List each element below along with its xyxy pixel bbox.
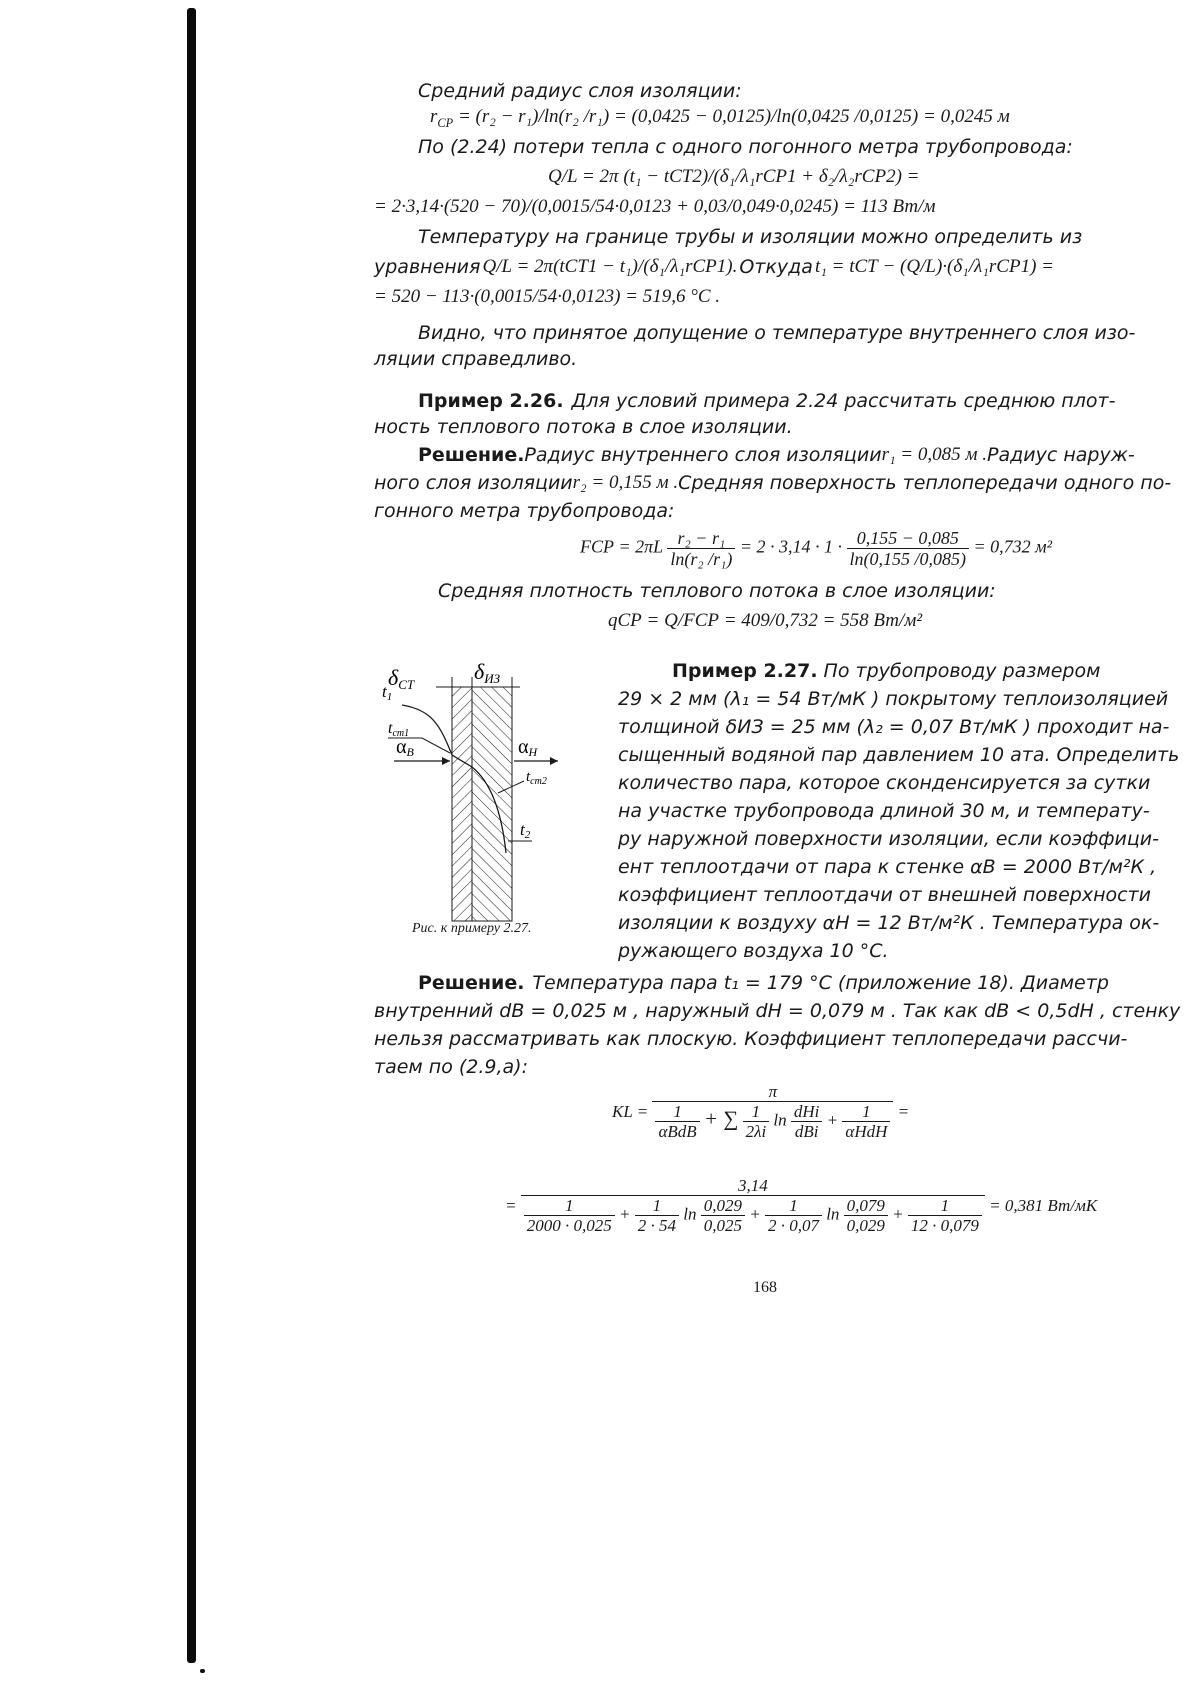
sub-fraction (743, 1102, 770, 1141)
sub-fraction (765, 1196, 822, 1235)
label-alpha-outer: αН (518, 736, 538, 759)
formula-kl-numeric (505, 1176, 1097, 1235)
text-line: ляции справедливо. (374, 348, 578, 370)
fraction-numerator: 1 (765, 1196, 822, 1216)
text-fragment: Средняя поверхность теплопередачи одного по- (678, 472, 1172, 494)
fraction-denominator: αВdВ (658, 1122, 697, 1141)
text-line: коэффициент теплоотдачи от внешней поверхности (618, 884, 1151, 906)
text-line-mixed (374, 472, 1172, 494)
formula-fraction (667, 528, 735, 569)
fraction-denominator: αНdН (845, 1122, 888, 1141)
fraction-denominator: 2 · 0,07 (767, 1216, 819, 1235)
formula-heat-loss: Q/L = 2π (t₁ − tСТ2)/(δ₁/λ₁rСР1 + δ₂/λ₂rСР2) = (548, 166, 920, 187)
sub-fraction (908, 1196, 982, 1235)
log-operator: ln (683, 1204, 697, 1224)
equation-line (374, 256, 1054, 278)
text-line: сыщенный водяной пар давлением 10 ата. Определить (618, 744, 1180, 766)
fraction-numerator: 1 (655, 1102, 699, 1122)
text-line: ность теплового потока в слое изоляции. (374, 416, 793, 438)
binding-edge (187, 8, 196, 1663)
formula-lhs: FСР = 2πL (580, 536, 663, 557)
sum-operator: + ∑ (703, 1106, 739, 1131)
fraction-numerator: 1 (635, 1196, 679, 1216)
formula-middle: = 2 · 3,14 · 1 · (739, 536, 843, 557)
arrow-head (442, 757, 450, 765)
text-line: внутренний dВ = 0,025 м , наружный dН = 0,079 м . Так как dВ < 0,5dН , стенку (374, 1000, 1181, 1022)
formula-fragment: Q/L = 2π(tСТ1 − t₁)/(δ₁/λ₁rСР1). (482, 256, 738, 277)
formula-fraction (847, 528, 970, 569)
text-fragment: Откуда (739, 256, 813, 278)
fraction-numerator: 1 (842, 1102, 890, 1122)
formula-fragment: r₁ = 0,085 м . (881, 444, 988, 465)
text-line: на участке трубопровода длиной 30 м, и температу- (618, 800, 1150, 822)
page-number: 168 (753, 1279, 777, 1296)
label-delta-insulation: δИЗ (474, 659, 501, 686)
text-line: Средний радиус слоя изоляции: (418, 80, 742, 102)
sub-fraction (524, 1196, 615, 1235)
label-tcm1: tcm1 (388, 720, 410, 739)
fraction-denominator: 2λi (745, 1122, 767, 1141)
text-line: ру наружной поверхности изоляции, если коэффици- (618, 828, 1159, 850)
plus-operator: + (826, 1110, 839, 1130)
fraction-numerator: 1 (743, 1102, 770, 1122)
fraction-numerator: 3,14 (521, 1176, 985, 1196)
binding-mark (200, 1669, 205, 1673)
formula-heat-loss-value: = 2·3,14·(520 − 70)/(0,0015/54·0,0123 + 0,03/0,049·0,0245) = 113 Вт/м (374, 196, 936, 217)
solution-line (418, 444, 1135, 466)
fraction-denominator: 2 · 54 (637, 1216, 676, 1235)
text-line: ружающего воздуха 10 °C. (618, 940, 889, 962)
sub-fraction (701, 1196, 745, 1235)
text-fragment: Радиус наруж- (987, 444, 1135, 466)
text-line: ент теплоотдачи от пара к стенке αВ = 2000 Вт/м²К , (618, 856, 1157, 878)
fraction-denominator: 0,025 (703, 1216, 742, 1235)
text-fragment: ного слоя изоляции (374, 472, 573, 494)
label-tcm2: $t_{cm2}$ (526, 769, 547, 787)
fraction-denominator: 2000 · 0,025 (526, 1216, 612, 1235)
formula-symbol: r (430, 106, 438, 127)
fraction-denominator: ln(0,155 /0,085) (849, 549, 967, 569)
solution-label: Решение. (418, 972, 525, 994)
arrow-head (550, 757, 558, 765)
fraction-denominator: dBi (794, 1122, 819, 1141)
pipe-wall-layer (452, 687, 472, 921)
formula-result: = 0,381 Вт/мК (989, 1196, 1098, 1215)
text-fragment: уравнения (374, 256, 481, 278)
sub-fraction (791, 1102, 823, 1141)
sub-fraction (655, 1102, 699, 1141)
text-line: Средняя плотность теплового потока в слое изоляции: (438, 580, 996, 602)
sub-fraction (635, 1196, 679, 1235)
fraction-denominator: 12 · 0,079 (910, 1216, 979, 1235)
text-fragment: По трубопроводу размером (823, 660, 1101, 682)
example-title: Пример 2.26. (418, 390, 564, 412)
formula-fraction (521, 1176, 985, 1235)
equals-sign: = (505, 1196, 517, 1215)
fraction-numerator: 0,079 (844, 1196, 888, 1216)
example-heading-line (672, 660, 1101, 682)
fraction-denominator: 0,029 (846, 1216, 885, 1235)
formula-lhs: KL = (612, 1102, 649, 1121)
fraction-numerator: dHi (791, 1102, 823, 1122)
sub-fraction (844, 1196, 888, 1235)
label-t1: t1 (382, 682, 393, 703)
text-line: изоляции к воздуху αН = 12 Вт/м²К . Температура ок- (618, 912, 1160, 934)
formula-fragment: t₁ = tСТ − (Q/L)·(δ₁/λ₁rСР1) = (815, 256, 1054, 277)
text-line: нельзя рассматривать как плоскую. Коэффициент теплопередачи рассчи- (374, 1028, 1128, 1050)
insulation-layer (472, 687, 512, 921)
formula-boundary-temp: = 520 − 113·(0,0015/54·0,0123) = 519,6 °C . (374, 286, 721, 307)
text-fragment: Радиус внутреннего слоя изоляции (524, 444, 882, 466)
fraction-denominator: $\frac{1}{2000 \cdot 0,025}$ + $\frac{1}{2 \cdot 54}$ ln $\frac{0,029}{0,025}$ + $\frac{1}{2 \cdot 0,07}$ ln $\frac{0,079}{0,029}$ + $\frac{1}{12 \cdot 0,079}$ (521, 1196, 985, 1235)
text-line: количество пара, которое сконденсируется за сутки (618, 772, 1151, 794)
formula-heat-flux: qСР = Q/FСР = 409/0,732 = 558 Вт/м² (608, 610, 923, 631)
formula-body: = (r₂ − r₁)/ln(r₂ /r₁) = (0,0425 − 0,0125)/ln(0,0425 /0,0125) = 0,0245 м (457, 106, 1010, 127)
fraction-numerator: 1 (524, 1196, 615, 1216)
formula-fraction (652, 1082, 893, 1141)
text-line: таем по (2.9,а): (374, 1056, 528, 1078)
formula-kl-general (612, 1082, 909, 1141)
sub-fraction (842, 1102, 890, 1141)
fraction-denominator: ln(r₂ /r₁) (670, 549, 733, 569)
wall-diagram (380, 655, 580, 945)
text-line: толщиной δИЗ = 25 мм (λ₂ = 0,07 Вт/мК ) проходит на- (618, 716, 1170, 738)
formula-result: = 0,732 м² (973, 536, 1053, 557)
label-t2: t2 (520, 820, 531, 841)
text-line: Видно, что принятое допущение о температуре внутреннего слоя изо- (418, 322, 1136, 344)
log-operator: ln (826, 1204, 840, 1224)
text-line: Температуру на границе трубы и изоляции можно определить из (418, 226, 1083, 248)
formula-subscript: CP (437, 115, 454, 130)
equals-sign: = (897, 1102, 910, 1121)
label-alpha-inner: αВ (396, 736, 414, 759)
text-fragment: Температура пара t₁ = 179 °C (приложение 18). Диаметр (532, 972, 1109, 994)
fraction-denominator (652, 1102, 893, 1141)
formula-mean-surface (580, 528, 1052, 569)
fraction-numerator: 0,155 − 0,085 (847, 528, 970, 549)
log-operator: ln (773, 1110, 787, 1130)
fraction-numerator: 0,029 (701, 1196, 745, 1216)
example-heading-line (418, 390, 1116, 412)
text-line: По (2.24) потери тепла с одного погонного метра трубопровода: (418, 136, 1073, 158)
text-line: 29 × 2 мм (λ₁ = 54 Вт/мК ) покрытому теплоизоляцией (618, 688, 1169, 710)
formula-mean-radius (430, 106, 1010, 134)
text-line: гонного метра трубопровода: (374, 500, 675, 522)
fraction-numerator: 1 (908, 1196, 982, 1216)
example-title: Пример 2.27. (672, 660, 818, 682)
text-fragment: Для условий примера 2.24 рассчитать среднюю плот- (571, 390, 1116, 412)
figure-caption: Рис. к примеру 2.27. (412, 921, 532, 936)
label-delta-wall: δСТ (388, 665, 415, 692)
fraction-numerator: π (652, 1082, 893, 1102)
fraction-numerator: r₂ − r₁ (667, 528, 735, 549)
solution-line (418, 972, 1109, 994)
formula-fragment: r₂ = 0,155 м . (572, 472, 679, 493)
solution-label: Решение. (418, 444, 525, 466)
